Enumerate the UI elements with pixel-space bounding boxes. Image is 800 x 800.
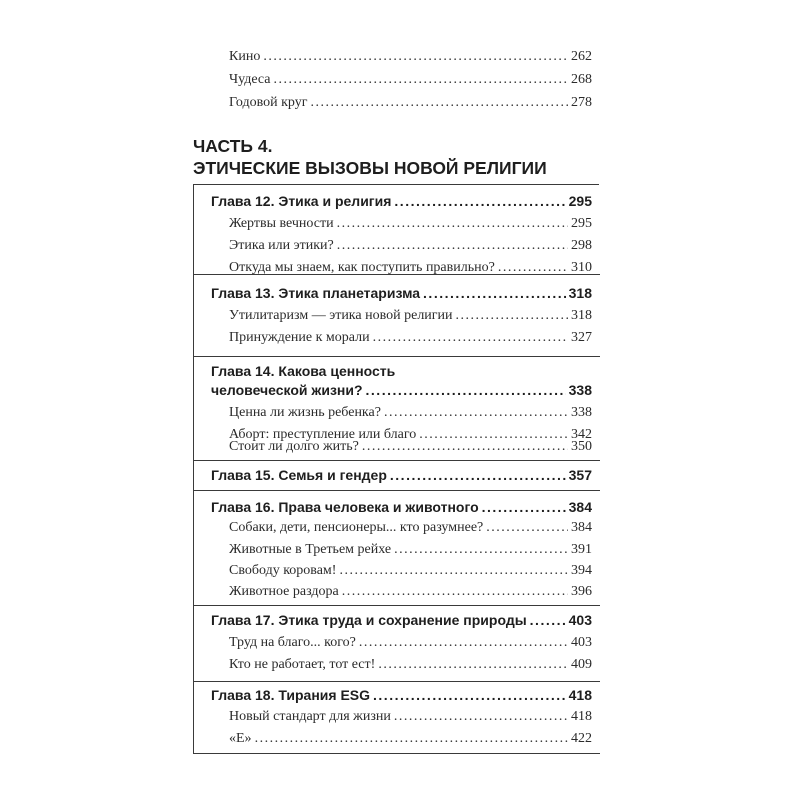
leader-dots xyxy=(394,707,568,727)
chapter-title: Глава 12. Этика и религия xyxy=(211,193,392,209)
toc-entry xyxy=(229,540,592,560)
leader-dots xyxy=(339,561,568,581)
leader-dots xyxy=(394,540,568,560)
chapter-title-line1: Глава 14. Какова ценность xyxy=(211,363,396,379)
toc-entry xyxy=(229,633,592,653)
leader-dots xyxy=(378,655,568,675)
toc-entry xyxy=(229,655,592,675)
chapter-page: 418 xyxy=(568,687,592,703)
toc-entry-title: Принуждение к морали xyxy=(229,330,370,345)
leader-dots xyxy=(390,465,566,485)
chapter-page: 357 xyxy=(568,467,592,483)
leader-dots xyxy=(384,403,568,423)
chapter-entry xyxy=(211,685,592,705)
chapter-entry xyxy=(211,497,592,517)
toc-entry-page: 338 xyxy=(571,405,592,420)
toc-entry xyxy=(229,437,592,457)
toc-entry xyxy=(229,47,592,67)
leader-dots xyxy=(394,191,565,211)
leader-dots xyxy=(337,236,568,256)
toc-entry-title: Аборт: преступление или благо xyxy=(229,427,417,442)
toc-entry-title: Собаки, дети, пенсионеры... кто разумнее? xyxy=(229,520,484,535)
toc-entry xyxy=(229,328,592,348)
leader-dots xyxy=(482,497,566,517)
toc-entry-page: 394 xyxy=(571,563,592,578)
toc-entry-page: 342 xyxy=(571,427,592,442)
leader-dots xyxy=(373,328,568,348)
toc-entry-page: 262 xyxy=(571,49,592,64)
toc-entry xyxy=(229,70,592,90)
toc-entry-title: «Е» xyxy=(229,731,252,746)
chapter-entry xyxy=(211,283,592,303)
chapter-entry xyxy=(211,191,592,211)
toc-entry xyxy=(229,236,592,256)
toc-entry-page: 318 xyxy=(571,308,592,323)
toc-entry-page: 268 xyxy=(571,72,592,87)
toc-entry xyxy=(229,729,592,749)
leader-dots xyxy=(362,437,568,457)
chapter-title: человеческой жизни? xyxy=(211,382,363,398)
leader-dots xyxy=(359,633,568,653)
chapter-page: 384 xyxy=(568,499,592,515)
chapter-title: Глава 15. Семья и гендер xyxy=(211,467,387,483)
toc-entry-page: 396 xyxy=(571,584,592,599)
leader-dots xyxy=(530,610,566,630)
toc-entry-title: Жертвы вечности xyxy=(229,216,334,231)
toc-entry-title: Годовой круг xyxy=(229,95,308,110)
toc-entry-page: 295 xyxy=(571,216,592,231)
leader-dots xyxy=(456,306,568,326)
leader-dots xyxy=(255,729,568,749)
toc-entry-title: Этика или этики? xyxy=(229,238,334,253)
chapter-entry xyxy=(211,380,592,400)
toc-entry-title: Стоит ли долго жить? xyxy=(229,439,359,454)
leader-dots xyxy=(274,70,568,90)
chapter-entry xyxy=(211,465,592,485)
toc-entry-title: Труд на благо... кого? xyxy=(229,635,356,650)
toc-entry-page: 391 xyxy=(571,542,592,557)
toc-entry-title: Откуда мы знаем, как поступить правильно? xyxy=(229,260,495,275)
toc-entry-title: Ценна ли жизнь ребенка? xyxy=(229,405,381,420)
leader-dots xyxy=(486,518,568,538)
part-title: ЭТИЧЕСКИЕ ВЫЗОВЫ НОВОЙ РЕЛИГИИ xyxy=(193,158,547,178)
leader-dots xyxy=(337,214,568,234)
toc-entry-title: Кто не работает, тот ест! xyxy=(229,657,376,672)
toc-entry-title: Утилитаризм — этика новой религии xyxy=(229,308,453,323)
toc-entry xyxy=(229,93,592,113)
chapter-page: 338 xyxy=(568,382,592,398)
toc-entry xyxy=(229,306,592,326)
leader-dots xyxy=(366,380,566,400)
toc-entry-page: 384 xyxy=(571,520,592,535)
leader-dots xyxy=(342,582,568,602)
chapter-title: Глава 13. Этика планетаризма xyxy=(211,285,421,301)
chapter-title: Глава 17. Этика труда и сохранение природы xyxy=(211,612,527,628)
chapter-page: 318 xyxy=(568,285,592,301)
toc-entry-page: 418 xyxy=(571,709,592,724)
toc-entry-title: Новый стандарт для жизни xyxy=(229,709,391,724)
toc-entry-title: Животные в Третьем рейхе xyxy=(229,542,392,557)
chapter-page: 295 xyxy=(568,193,592,209)
toc-entry-page: 327 xyxy=(571,330,592,345)
toc-entry-page: 409 xyxy=(571,657,592,672)
leader-dots xyxy=(423,283,566,303)
chapter-title: Глава 18. Тирания ESG xyxy=(211,687,371,703)
toc-entry xyxy=(229,214,592,234)
leader-dots xyxy=(373,685,566,705)
toc-entry-page: 278 xyxy=(571,95,592,110)
toc-entry-title: Животное раздора xyxy=(229,584,339,599)
leader-dots xyxy=(310,93,568,113)
toc-entry xyxy=(229,561,592,581)
chapter-page: 403 xyxy=(568,612,592,628)
chapter-entry xyxy=(211,610,592,630)
leader-dots xyxy=(263,47,568,67)
toc-entry-page: 350 xyxy=(571,439,592,454)
toc-entry-page: 403 xyxy=(571,635,592,650)
toc-entry-page: 310 xyxy=(571,260,592,275)
toc-entry-title: Свободу коровам! xyxy=(229,563,337,578)
toc-entry-title: Чудеса xyxy=(229,72,271,87)
toc-entry xyxy=(229,707,592,727)
toc-entry xyxy=(229,518,592,538)
part-number: ЧАСТЬ 4. xyxy=(193,136,273,156)
toc-entry-page: 422 xyxy=(571,731,592,746)
toc-entry-page: 298 xyxy=(571,238,592,253)
toc-entry-title: Кино xyxy=(229,49,261,64)
toc-entry xyxy=(229,582,592,602)
chapter-title: Глава 16. Права человека и животного xyxy=(211,499,479,515)
toc-entry xyxy=(229,403,592,423)
